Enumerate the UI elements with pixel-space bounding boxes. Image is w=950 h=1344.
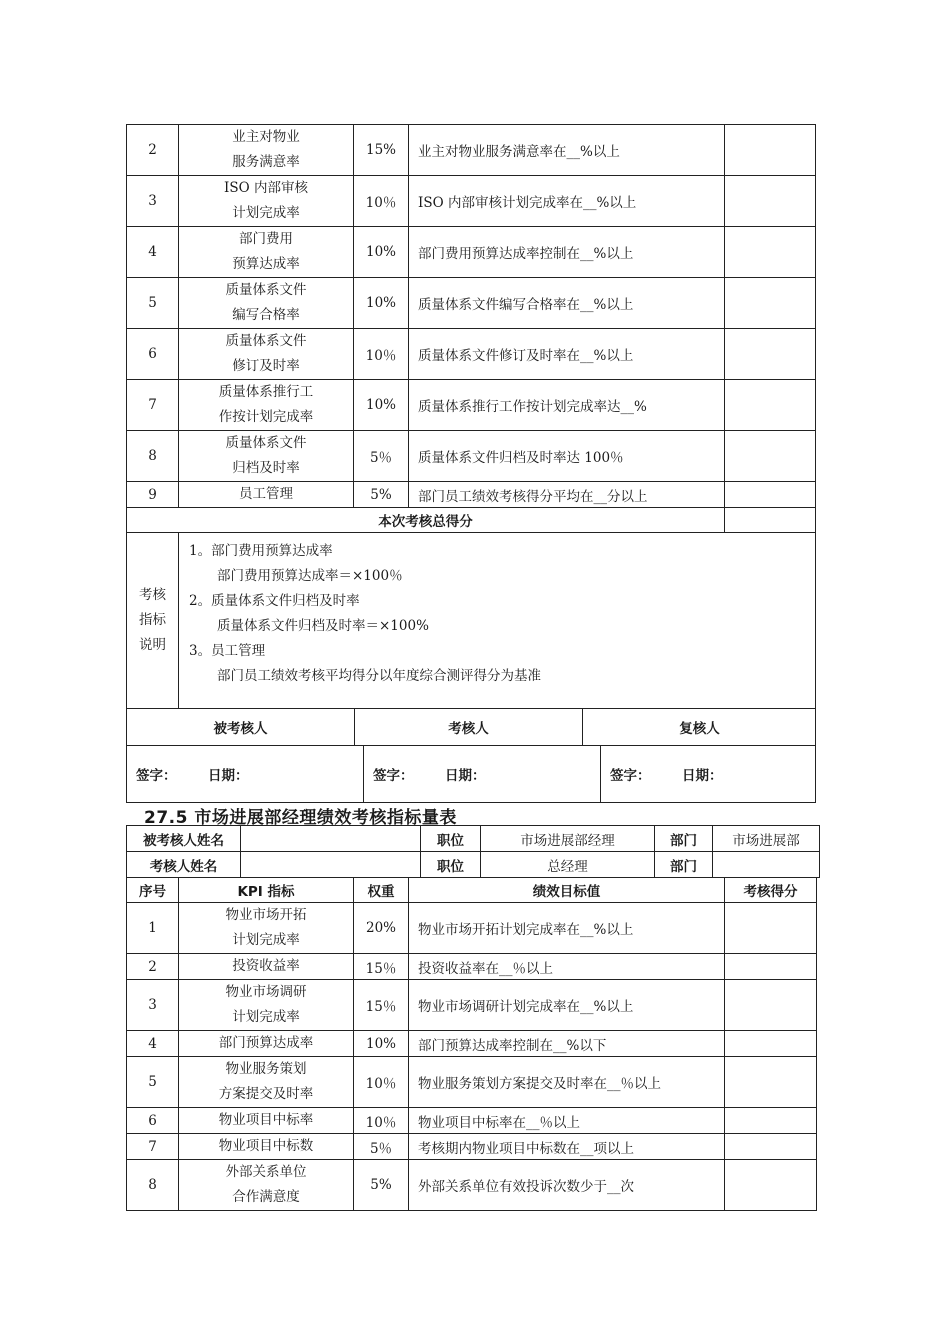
row-number: 2 (127, 954, 179, 980)
row-number: 6 (127, 1108, 179, 1134)
kpi-name-line2: 方案提交及时率 (218, 1086, 314, 1102)
kpi-name (179, 431, 354, 482)
section-title: 27.5 市场进展部经理绩效考核指标量表 (144, 808, 457, 828)
kpi-name-line2: 合作满意度 (232, 1189, 300, 1205)
explain-label-line: 考核 (139, 587, 166, 603)
explain-label-line: 指标 (139, 612, 166, 628)
position-label: 职位 (421, 826, 481, 852)
kpi-score-cell (725, 329, 816, 380)
table-row (127, 329, 816, 380)
explain-line: 部门员工绩效考核平均得分以年度综合测评得分为基准 (217, 668, 541, 684)
assessor-value (241, 852, 421, 878)
kpi-name-line1: 投资收益率 (232, 958, 300, 974)
kpi-name-line1: ISO 内部审核 (224, 180, 308, 196)
table-row (127, 1160, 817, 1211)
explain-row (127, 533, 816, 709)
row-number: 8 (127, 1160, 179, 1211)
kpi-score-cell (725, 1134, 817, 1160)
kpi-weight: 15％ (354, 954, 409, 980)
kpi-name-line2: 修订及时率 (232, 358, 300, 374)
kpi-target: 考核期内物业项目中标数在__项以上 (409, 1134, 725, 1160)
kpi-name-line1: 物业服务策划 (225, 1061, 307, 1077)
kpi-score-cell (725, 227, 816, 278)
kpi-name-line2: 计划完成率 (232, 205, 300, 221)
table-row (127, 482, 816, 508)
kpi-name (179, 329, 354, 380)
kpi-weight: 10％ (354, 1057, 409, 1108)
kpi-target: 质量体系文件归档及时率达 100％ (409, 431, 725, 482)
kpi-weight: 5％ (354, 1134, 409, 1160)
kpi-score-cell (725, 954, 817, 980)
kpi-weight: 5% (354, 482, 409, 508)
kpi-target: ISO 内部审核计划完成率在__%以上 (409, 176, 725, 227)
row-number: 4 (127, 227, 179, 278)
kpi-name-line1: 部门预算达成率 (218, 1035, 314, 1051)
dept-label: 部门 (655, 826, 713, 852)
table-row (127, 1057, 817, 1108)
kpi-name-line2: 计划完成率 (232, 932, 300, 948)
kpi-score-cell (725, 1031, 817, 1057)
kpi-name (179, 980, 354, 1031)
signature-cell (364, 746, 601, 802)
sign-label: 签字： (373, 768, 414, 784)
kpi-score-cell (725, 980, 817, 1031)
assessor-label: 考核人姓名 (127, 852, 241, 878)
explain-line: 2。质量体系文件归档及时率 (189, 593, 360, 609)
kpi-score-cell (725, 176, 816, 227)
kpi-name (179, 482, 354, 508)
total-score-cell (725, 508, 816, 533)
kpi-target: 质量体系文件修订及时率在__%以上 (409, 329, 725, 380)
kpi-name (179, 125, 354, 176)
row-number: 5 (127, 278, 179, 329)
header-score: 考核得分 (725, 878, 817, 903)
header-num: 序号 (127, 878, 179, 903)
kpi-name (179, 903, 354, 954)
kpi-target: 质量体系文件编写合格率在__%以上 (409, 278, 725, 329)
kpi-name (179, 278, 354, 329)
kpi-table-quality (126, 124, 816, 803)
table-row (127, 903, 817, 954)
row-number: 4 (127, 1031, 179, 1057)
table-row (127, 954, 817, 980)
kpi-score-cell (725, 1160, 817, 1211)
name-value (241, 826, 421, 852)
kpi-score-cell (725, 380, 816, 431)
kpi-target: 部门员工绩效考核得分平均在__分以上 (409, 482, 725, 508)
table-row (127, 125, 816, 176)
kpi-name-line2: 服务满意率 (232, 154, 300, 170)
kpi-weight: 10% (354, 380, 409, 431)
kpi-name-line1: 物业市场开拓 (225, 907, 307, 923)
explain-label (127, 533, 179, 709)
kpi-name (179, 1108, 354, 1134)
kpi-name-line1: 物业市场调研 (225, 984, 307, 1000)
kpi-name (179, 227, 354, 278)
kpi-weight: 20% (354, 903, 409, 954)
kpi-score-cell (725, 125, 816, 176)
kpi-name (179, 380, 354, 431)
kpi-weight: 5％ (354, 431, 409, 482)
signer-header-wrap (127, 709, 816, 746)
kpi-weight: 10% (354, 227, 409, 278)
kpi-name-line1: 物业项目中标率 (218, 1112, 314, 1128)
row-number: 6 (127, 329, 179, 380)
date-label: 日期： (208, 768, 249, 784)
explain-line: 部门费用预算达成率＝×100％ (217, 568, 403, 584)
explain-line: 1。部门费用预算达成率 (189, 543, 333, 559)
kpi-name-line1: 外部关系单位 (225, 1164, 307, 1180)
explain-line: 质量体系文件归档及时率＝×100% (217, 618, 429, 634)
date-label: 日期： (682, 768, 723, 784)
kpi-score-cell (725, 1057, 817, 1108)
dept-value: 市场进展部 (713, 826, 820, 852)
kpi-name-line1: 物业项目中标数 (218, 1138, 314, 1154)
kpi-score-cell (725, 431, 816, 482)
header-target: 绩效目标值 (409, 878, 725, 903)
row-number: 7 (127, 1134, 179, 1160)
kpi-weight: 15% (354, 125, 409, 176)
row-number: 1 (127, 903, 179, 954)
kpi-target: 物业市场调研计划完成率在__%以上 (409, 980, 725, 1031)
kpi-name-line1: 质量体系推行工 (218, 384, 314, 400)
table-row (127, 1031, 817, 1057)
row-number: 9 (127, 482, 179, 508)
kpi-name-line1: 质量体系文件 (225, 435, 307, 451)
kpi-weight: 10% (354, 278, 409, 329)
kpi-name (179, 1134, 354, 1160)
kpi-weight: 5% (354, 1160, 409, 1211)
kpi-name-line2: 归档及时率 (232, 460, 300, 476)
signature-cell (601, 746, 844, 802)
kpi-name-line2: 计划完成率 (232, 1009, 300, 1025)
kpi-name-line2: 预算达成率 (232, 256, 300, 272)
row-number: 2 (127, 125, 179, 176)
row-number: 7 (127, 380, 179, 431)
name-label: 被考核人姓名 (127, 826, 241, 852)
table-row (127, 227, 816, 278)
signer-title: 考核人 (355, 709, 583, 745)
signature-row (127, 746, 816, 803)
assessor-dept-value (713, 852, 820, 878)
signer-title: 被考核人 (213, 721, 268, 737)
table-row (127, 176, 816, 227)
kpi-name-line1: 质量体系文件 (225, 333, 307, 349)
explain-content (179, 533, 816, 709)
assessor-position-value: 总经理 (481, 852, 655, 878)
kpi-name-line1: 员工管理 (239, 486, 293, 502)
kpi-name (179, 1057, 354, 1108)
kpi-table-market (126, 877, 817, 1211)
table-row (127, 1108, 817, 1134)
kpi-target: 外部关系单位有效投诉次数少于__次 (409, 1160, 725, 1211)
header-weight: 权重 (354, 878, 409, 903)
kpi-name-line2: 编写合格率 (232, 307, 300, 323)
signer-title: 复核人 (583, 709, 817, 745)
assessor-dept-label: 部门 (655, 852, 713, 878)
total-score-row (127, 508, 816, 533)
kpi-name-line1: 部门费用 (239, 231, 293, 247)
kpi-name (179, 176, 354, 227)
kpi-name (179, 1160, 354, 1211)
kpi-score-cell (725, 278, 816, 329)
explain-label-line: 说明 (139, 637, 166, 653)
date-label: 日期： (445, 768, 486, 784)
kpi-weight: 10％ (354, 176, 409, 227)
kpi-score-cell (725, 903, 817, 954)
signature-wrap (127, 746, 816, 803)
kpi-target: 部门费用预算达成率控制在__%以上 (409, 227, 725, 278)
kpi-weight: 10% (354, 1031, 409, 1057)
kpi-target: 物业服务策划方案提交及时率在__％以上 (409, 1057, 725, 1108)
explain-line: 3。员工管理 (189, 643, 266, 659)
total-score-label: 本次考核总得分 (127, 508, 725, 533)
row-number: 5 (127, 1057, 179, 1108)
kpi-score-cell (725, 1108, 817, 1134)
sign-label: 签字： (136, 768, 177, 784)
kpi-weight: 10％ (354, 1108, 409, 1134)
assessor-position-label: 职位 (421, 852, 481, 878)
kpi-name-line1: 质量体系文件 (225, 282, 307, 298)
kpi-name-line2: 作按计划完成率 (218, 409, 314, 425)
kpi-target: 质量体系推行工作按计划完成率达__% (409, 380, 725, 431)
kpi-name (179, 1031, 354, 1057)
position-value: 市场进展部经理 (481, 826, 655, 852)
kpi-target: 物业项目中标率在__％以上 (409, 1108, 725, 1134)
row-number: 8 (127, 431, 179, 482)
sign-label: 签字： (610, 768, 651, 784)
kpi-score-cell (725, 482, 816, 508)
assessee-info-table (126, 825, 820, 878)
kpi-target: 投资收益率在__％以上 (409, 954, 725, 980)
table-row (127, 278, 816, 329)
row-number: 3 (127, 980, 179, 1031)
row-number: 3 (127, 176, 179, 227)
table-row (127, 431, 816, 482)
kpi-target: 物业市场开拓计划完成率在__%以上 (409, 903, 725, 954)
kpi-name-line1: 业主对物业 (232, 129, 300, 145)
table-row (127, 1134, 817, 1160)
table-row (127, 980, 817, 1031)
kpi-target: 业主对物业服务满意率在__%以上 (409, 125, 725, 176)
kpi-weight: 15％ (354, 980, 409, 1031)
kpi-target: 部门预算达成率控制在__%以下 (409, 1031, 725, 1057)
signature-cell (127, 746, 364, 802)
table-row (127, 380, 816, 431)
header-kpi: KPI 指标 (179, 878, 354, 903)
signer-header-row (127, 709, 816, 746)
kpi-weight: 10％ (354, 329, 409, 380)
kpi-name (179, 954, 354, 980)
